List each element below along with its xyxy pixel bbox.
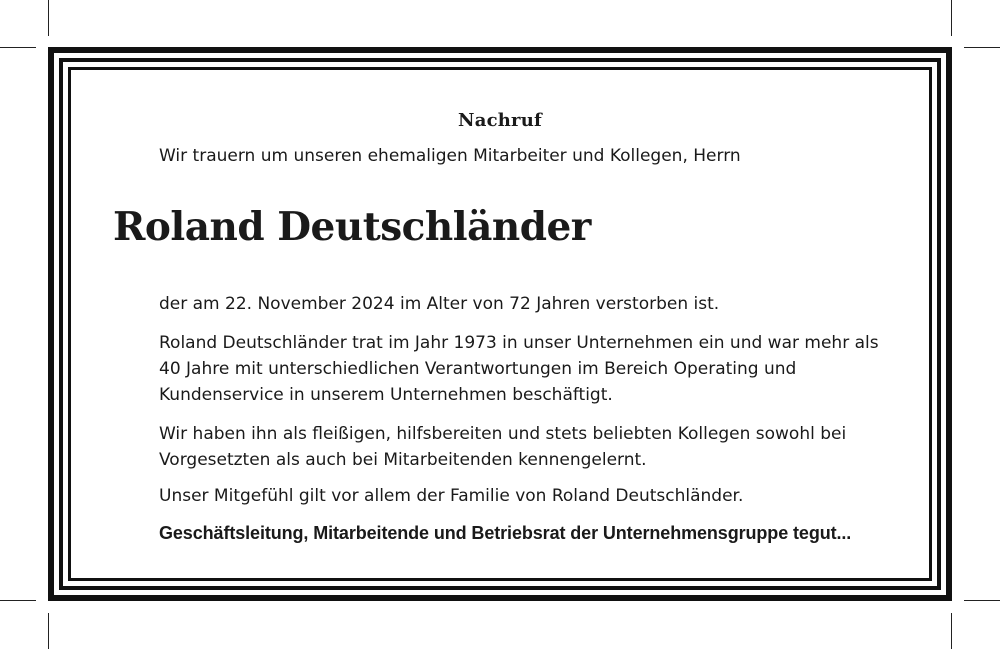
obituary-heading: Nachruf: [458, 110, 542, 131]
paragraph-career: Roland Deutschländer trat im Jahr 1973 in unser Unternehmen ein und war mehr als 40 Jahre mit unterschiedlichen Verantwortungen im Bereich Operating und Kundenservice in unserem Unternehmen beschäftigt.: [159, 333, 879, 405]
intro-line: Wir trauern um unseren ehemaligen Mitarbeiter und Kollegen, Herrn: [159, 146, 741, 166]
paragraph-character: Wir haben ihn als fleißigen, hilfsbereiten und stets beliebten Kollegen sowohl bei Vorgesetzten als auch bei Mitarbeitenden kennengelernt.: [159, 424, 847, 470]
paragraph-death-date: der am 22. November 2024 im Alter von 72 Jahren verstorben ist.: [159, 294, 720, 314]
paragraph-condolence: Unser Mitgefühl gilt vor allem der Familie von Roland Deutschländer.: [159, 486, 744, 506]
deceased-name: Roland Deutschländer: [113, 204, 591, 250]
signature-line: Geschäftsleitung, Mitarbeitende und Betriebsrat der Unternehmensgruppe tegut...: [159, 523, 852, 543]
